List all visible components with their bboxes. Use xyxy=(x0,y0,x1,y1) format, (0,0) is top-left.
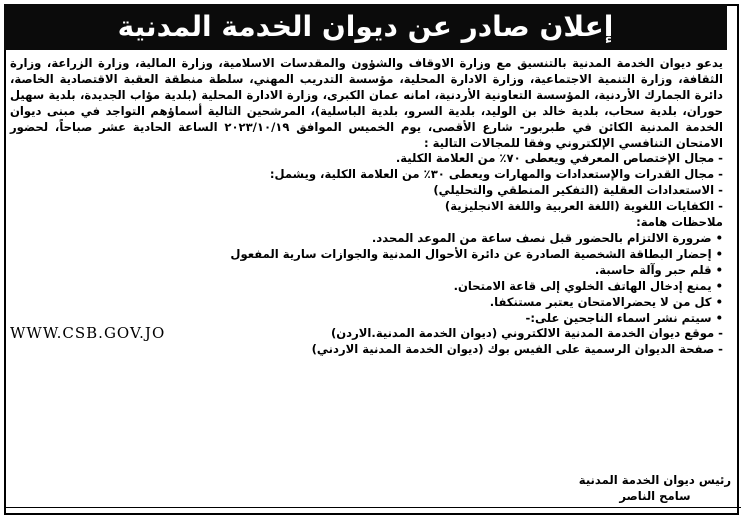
facebook-line: - صفحة الديوان الرسمية على الفيس بوك (ديوان الخدمة المدنية الاردني) xyxy=(311,342,723,357)
note-item: • إحضار البطاقة الشخصية الصادرة عن دائرة الأحوال المدنية والجوازات سارية المفعول xyxy=(230,246,723,261)
field-item: - الكفايات اللغوية (اللغة العربية واللغة الانجليزية) xyxy=(444,199,723,214)
note-item: • سيتم نشر اسماء الناجحين على:- xyxy=(525,310,723,325)
field-item: - الاستعدادات العقلية (التفكير المنطقي والتحليلي) xyxy=(433,183,723,198)
bottom-divider xyxy=(4,507,741,508)
announcement-title: إعلان صادر عن ديوان الخدمة المدنية xyxy=(4,4,727,50)
website-row xyxy=(10,326,723,342)
note-item: • قلم حبر وآلة حاسبة. xyxy=(594,262,723,277)
signature-title: رئيس ديوان الخدمة المدنية xyxy=(578,473,731,487)
field-item: - مجال القدرات والإستعدادات والمهارات ويعطى ٣٠٪ من العلامة الكلية، ويشمل: xyxy=(269,167,723,182)
signature-block xyxy=(579,472,731,504)
website-url: WWW.CSB.GOV.JO xyxy=(10,324,166,343)
website-text: - موقع ديوان الخدمة المدنية الالكتروني (ديوان الخدمة المدنية.الاردن) xyxy=(330,326,723,341)
note-item: • ضرورة الالتزام بالحضور قبل نصف ساعة من الموعد المحدد. xyxy=(371,230,723,245)
field-item: - مجال الإختصاص المعرفي ويعطى ٧٠٪ من العلامة الكلية. xyxy=(395,151,723,166)
note-item: • كل من لا يحضرالامتحان يعتبر مستنكفا. xyxy=(489,294,723,309)
signature-name: سامح الناصر xyxy=(619,489,691,503)
notes-heading: ملاحظات هامة: xyxy=(636,215,723,230)
intro-paragraph: يدعو ديوان الخدمة المدنية بالتنسيق مع وزارة الاوقاف والشؤون والمقدسات الاسلامية، وزارة المالية، وزارة الزراعة، وزارة الثقافة، وزارة التنمية الاجتماعية، وزارة الادارة المحلية، مؤسسة التدريب المهني، سلطة منطقة العقبة الاقتصادية الخاصة، دائرة الجمارك الأردنية، المؤسسة التعاونية الأردنية، امانه عمان الكبرى، وزارة الادارة المحلية (بلدية مؤاب الجديدة، بلدية سهيل حوران، بلدية سحاب، بلدية خالد بن الوليد، بلدية السرو، بلدية الباسلية)، المرشحين التالية أسماؤهم التواجد في مبنى ديوان الخدمة المدنية الكائن في طبربور- شارع الأقصى، يوم الخميس الموافق ٢٠٢٣/١٠/١٩ الساعة الحادية عشر صباحاً، لحضور الامتحان التنافسي الإلكتروني وفقا للمجالات التالية : xyxy=(10,56,723,150)
announcement-body xyxy=(10,56,723,358)
note-item: • يمنع إدخال الهاتف الخلوي إلى قاعة الامتحان. xyxy=(453,278,723,293)
